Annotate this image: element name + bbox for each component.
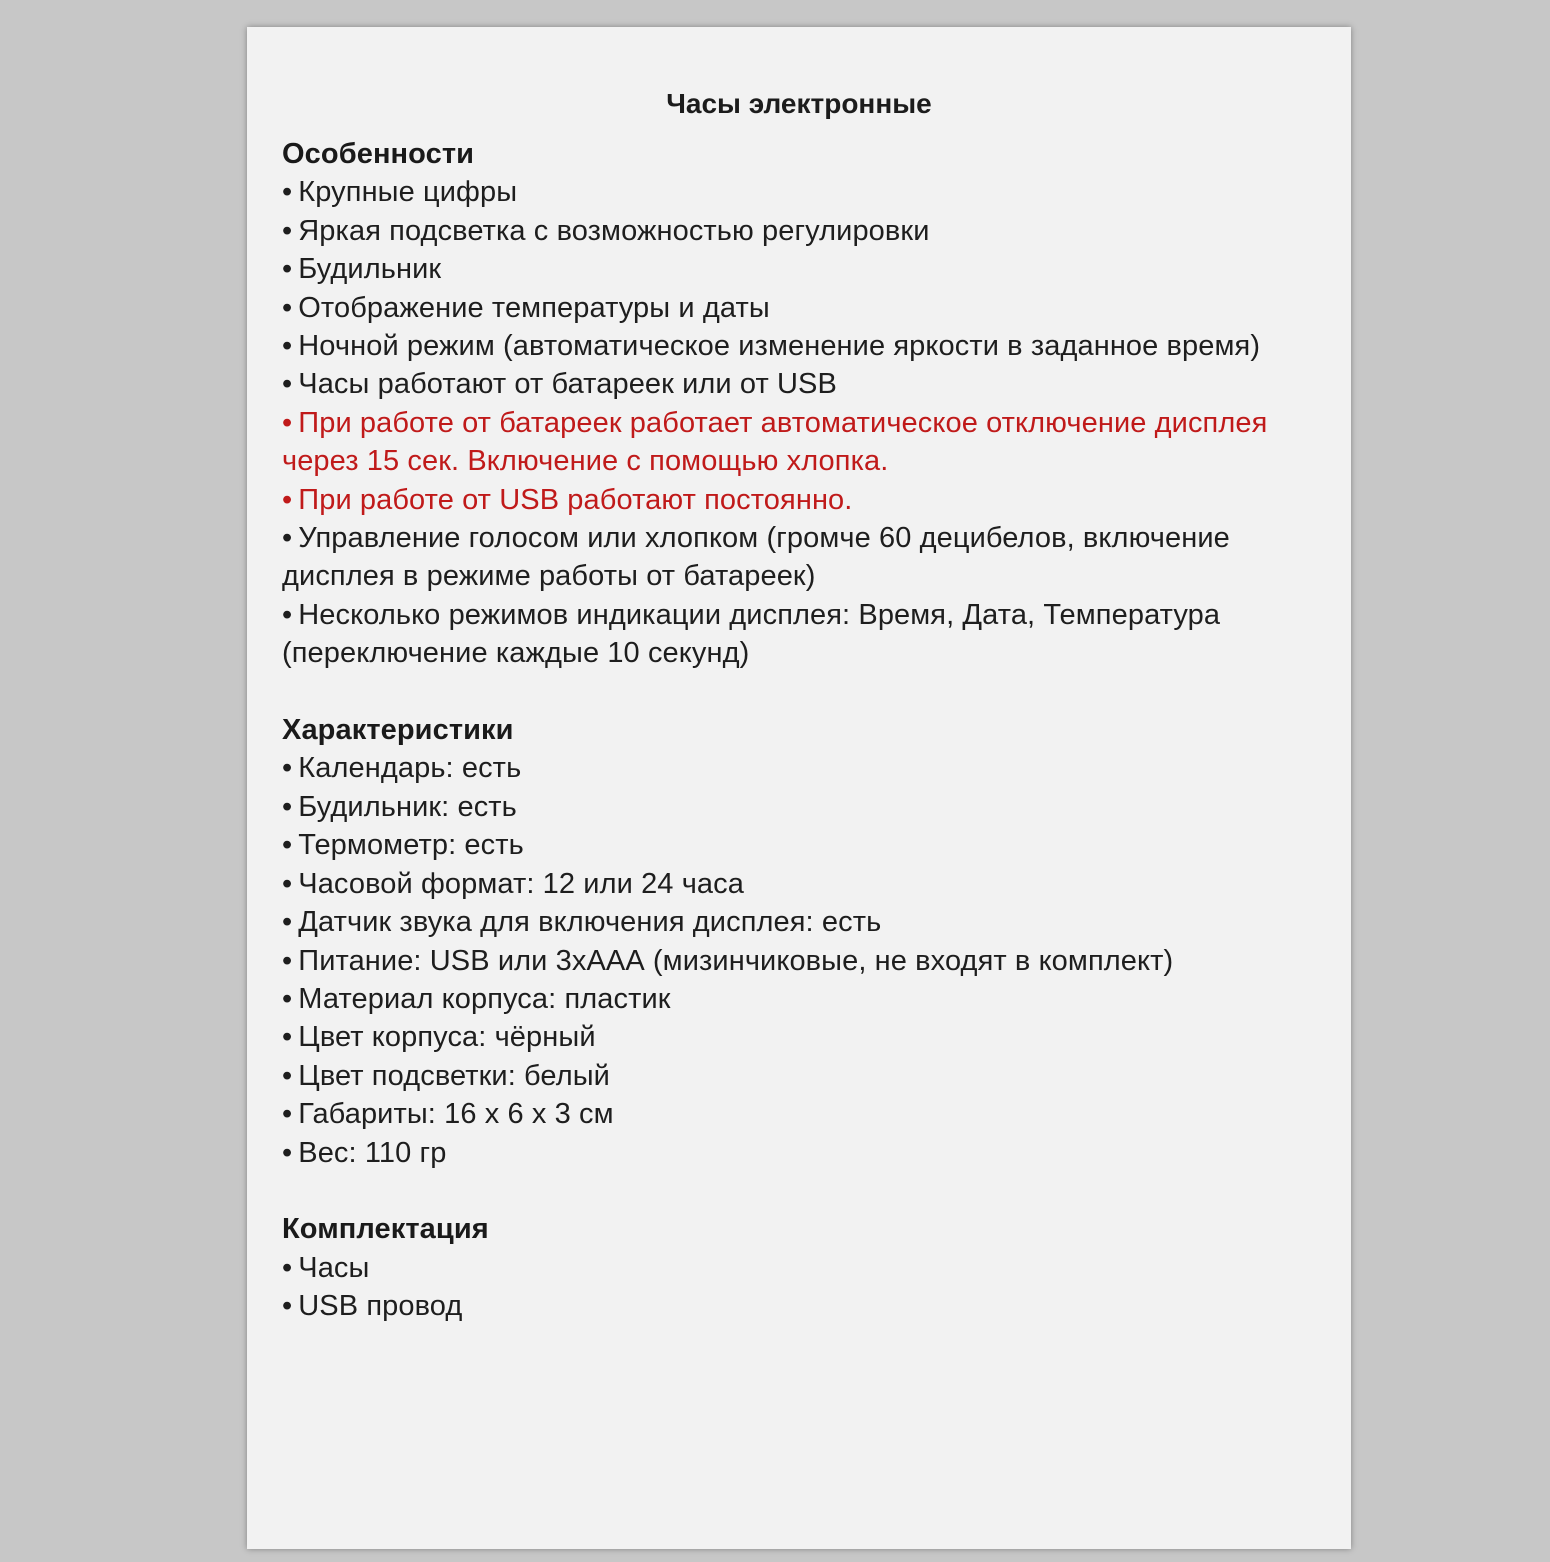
list-item [282,980,1327,1018]
list-item-text: Датчик звука для включения дисплея: есть [298,906,882,939]
list-item [282,749,1327,787]
bullet-icon: • [282,253,293,286]
list-item-text: Управление голосом или хлопком (громче 60 децибелов, включение дисплея в режиме работы от батареек) [282,522,1230,593]
list-item [282,1249,1327,1287]
list-item [282,788,1327,826]
bullet-icon: • [282,483,293,516]
bullet-icon: • [282,752,293,785]
bullet-icon: • [282,1136,293,1169]
list-item [282,903,1327,941]
bullet-icon: • [282,368,293,401]
list-item-text: Крупные цифры [298,176,518,209]
document-content [282,135,1327,1326]
list-item [282,596,1327,673]
bullet-icon: • [282,522,293,555]
list-item [282,173,1327,211]
bullet-icon: • [282,598,293,631]
list-item [282,289,1327,327]
list-item [282,1018,1327,1056]
list-item-text: Отображение температуры и даты [298,291,770,324]
bullet-icon: • [282,982,293,1015]
document-title: Часы электронные [666,88,932,119]
list-item-text: Цвет подсветки: белый [298,1059,610,1092]
list-item-text: Материал корпуса: пластик [298,982,671,1015]
list-item-text: Несколько режимов индикации дисплея: Время, Дата, Температура (переключение каждые 10 секунд) [282,598,1221,670]
section-2 [282,711,1327,1172]
bullet-icon: • [282,1059,293,1092]
list-item-text: Часы [298,1251,370,1284]
list-item-text: При работе от USB работают постоянно. [298,483,853,516]
list-item-text: Ночной режим (автоматическое изменение яркости в заданное время) [298,330,1261,363]
bullet-icon: • [282,1251,293,1284]
bullet-icon: • [282,330,293,363]
bullet-icon: • [282,291,293,324]
bullet-icon: • [282,944,293,977]
list-item [282,1095,1327,1133]
list-item-text: Будильник: есть [298,790,517,823]
list-item-text: Питание: USB или 3хААА (мизинчиковые, не входят в комплект) [298,944,1174,977]
section-heading: Комплектация [282,1213,489,1246]
section-3 [282,1210,1327,1325]
list-item-text: USB провод [298,1290,463,1323]
bullet-icon: • [282,1021,293,1054]
list-item [282,250,1327,288]
bullet-icon: • [282,406,293,439]
list-item [282,1057,1327,1095]
highlighted-list-item [282,481,1327,519]
highlighted-list-item [282,404,1327,481]
list-item-text: Календарь: есть [298,752,522,785]
bullet-icon: • [282,214,293,247]
list-item [282,365,1327,403]
list-item-text: Яркая подсветка с возможностью регулировки [298,214,930,247]
list-item [282,942,1327,980]
list-item [282,826,1327,864]
list-item-text: При работе от батареек работает автоматическое отключение дисплея через 15 сек. Включение с помощью хлопка. [282,406,1268,478]
list-item-text: Габариты: 16 х 6 х 3 см [298,1098,614,1131]
list-item [282,519,1327,596]
list-item-text: Цвет корпуса: чёрный [298,1021,596,1054]
list-item [282,865,1327,903]
list-item [282,212,1327,250]
bullet-icon: • [282,867,293,900]
bullet-icon: • [282,1098,293,1131]
list-item [282,1287,1327,1325]
list-item-text: Часовой формат: 12 или 24 часа [298,867,744,900]
section-heading: Характеристики [282,714,514,747]
bullet-icon: • [282,176,293,209]
list-item-text: Будильник [298,253,442,286]
bullet-icon: • [282,829,293,862]
list-item [282,327,1327,365]
list-item-text: Вес: 110 гр [298,1136,447,1169]
section-1 [282,135,1327,673]
list-item [282,1134,1327,1172]
document-page [247,27,1351,1549]
list-item-text: Термометр: есть [298,829,524,862]
bullet-icon: • [282,790,293,823]
bullet-icon: • [282,906,293,939]
bullet-icon: • [282,1290,293,1323]
section-heading: Особенности [282,138,475,170]
list-item-text: Часы работают от батареек или от USB [298,368,837,401]
